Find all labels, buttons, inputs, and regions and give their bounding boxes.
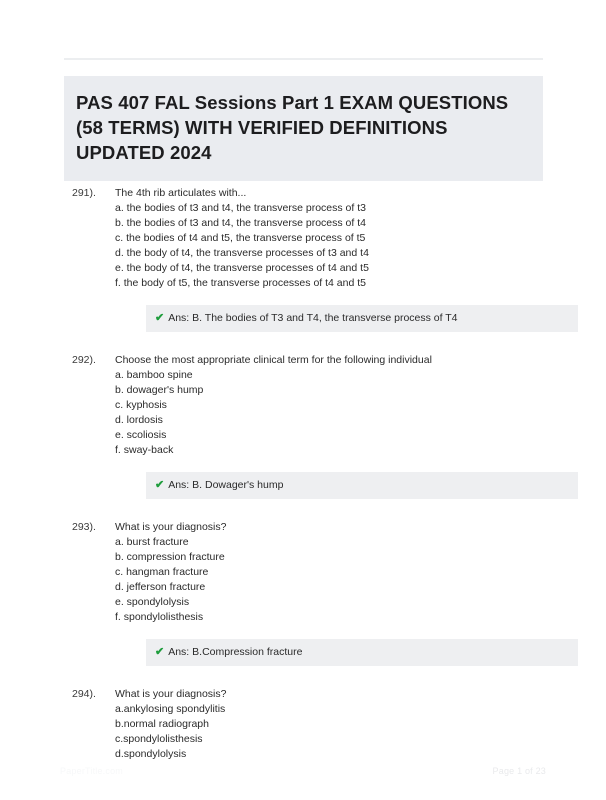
page-title: PAS 407 FAL Sessions Part 1 EXAM QUESTIONS (58 TERMS) WITH VERIFIED DEFINITIONS UPDATED 2024 (64, 76, 543, 181)
question-block (0, 186, 606, 332)
question-body (115, 687, 543, 762)
question-stem: What is your diagnosis? (115, 521, 227, 533)
question-option[interactable]: a. burst fracture (115, 536, 189, 548)
question-stem: The 4th rib articulates with... (115, 187, 247, 199)
question-number: 293). (72, 521, 96, 533)
question-option[interactable]: e. scoliosis (115, 429, 167, 441)
check-icon: ✔ (155, 312, 165, 324)
question-option[interactable]: d.spondylolysis (115, 748, 187, 760)
answer-text: Ans: B. Dowager's hump (168, 479, 284, 491)
question-body (115, 186, 543, 332)
question-number: 294). (72, 688, 96, 700)
footer-page-number: Page 1 of 23 (492, 766, 546, 776)
question-option[interactable]: b. compression fracture (115, 551, 225, 563)
question-block (0, 687, 606, 762)
answer-bar (146, 472, 578, 499)
question-option[interactable]: a.ankylosing spondylitis (115, 703, 226, 715)
question-spacer (0, 340, 606, 353)
question-spacer (0, 507, 606, 520)
question-option[interactable]: d. the body of t4, the transverse processes of t3 and t4 (115, 247, 369, 259)
question-option[interactable]: f. the body of t5, the transverse processes of t4 and t5 (115, 277, 366, 289)
question-options (115, 702, 543, 762)
question-option[interactable]: c.spondylolisthesis (115, 733, 203, 745)
question-body (115, 520, 543, 666)
question-option[interactable]: e. the body of t4, the transverse processes of t4 and t5 (115, 262, 369, 274)
question-stem: Choose the most appropriate clinical term for the following individual (115, 354, 432, 366)
question-option[interactable]: a. bamboo spine (115, 369, 193, 381)
question-stem: What is your diagnosis? (115, 688, 227, 700)
footer-watermark: PaperTitle.com (60, 766, 123, 776)
answer-text: Ans: B. The bodies of T3 and T4, the transverse process of T4 (168, 312, 458, 324)
answer-bar (146, 305, 578, 332)
question-option[interactable]: d. jefferson fracture (115, 581, 206, 593)
header-divider (64, 58, 543, 60)
question-block (0, 520, 606, 666)
page-footer (0, 766, 606, 782)
question-option[interactable]: d. lordosis (115, 414, 163, 426)
answer-text: Ans: B.Compression fracture (168, 646, 303, 658)
check-icon: ✔ (155, 646, 165, 658)
question-option[interactable]: f. sway-back (115, 444, 174, 456)
question-option[interactable]: c. the bodies of t4 and t5, the transverse process of t5 (115, 232, 366, 244)
question-number: 292). (72, 354, 96, 366)
question-number: 291). (72, 187, 96, 199)
question-option[interactable]: f. spondylolisthesis (115, 611, 204, 623)
question-options (115, 535, 543, 625)
question-option[interactable]: a. the bodies of t3 and t4, the transverse process of t3 (115, 202, 366, 214)
question-option[interactable]: b. the bodies of t3 and t4, the transverse process of t4 (115, 217, 366, 229)
question-option[interactable]: c. hangman fracture (115, 566, 209, 578)
question-list (0, 186, 606, 783)
answer-bar (146, 639, 578, 666)
question-option[interactable]: b.normal radiograph (115, 718, 209, 730)
question-options (115, 201, 543, 291)
question-option[interactable]: c. kyphosis (115, 399, 167, 411)
question-spacer (0, 674, 606, 687)
question-body (115, 353, 543, 499)
question-options (115, 368, 543, 458)
question-option[interactable]: b. dowager's hump (115, 384, 204, 396)
question-block (0, 353, 606, 499)
check-icon: ✔ (155, 479, 165, 491)
question-option[interactable]: e. spondylolysis (115, 596, 190, 608)
